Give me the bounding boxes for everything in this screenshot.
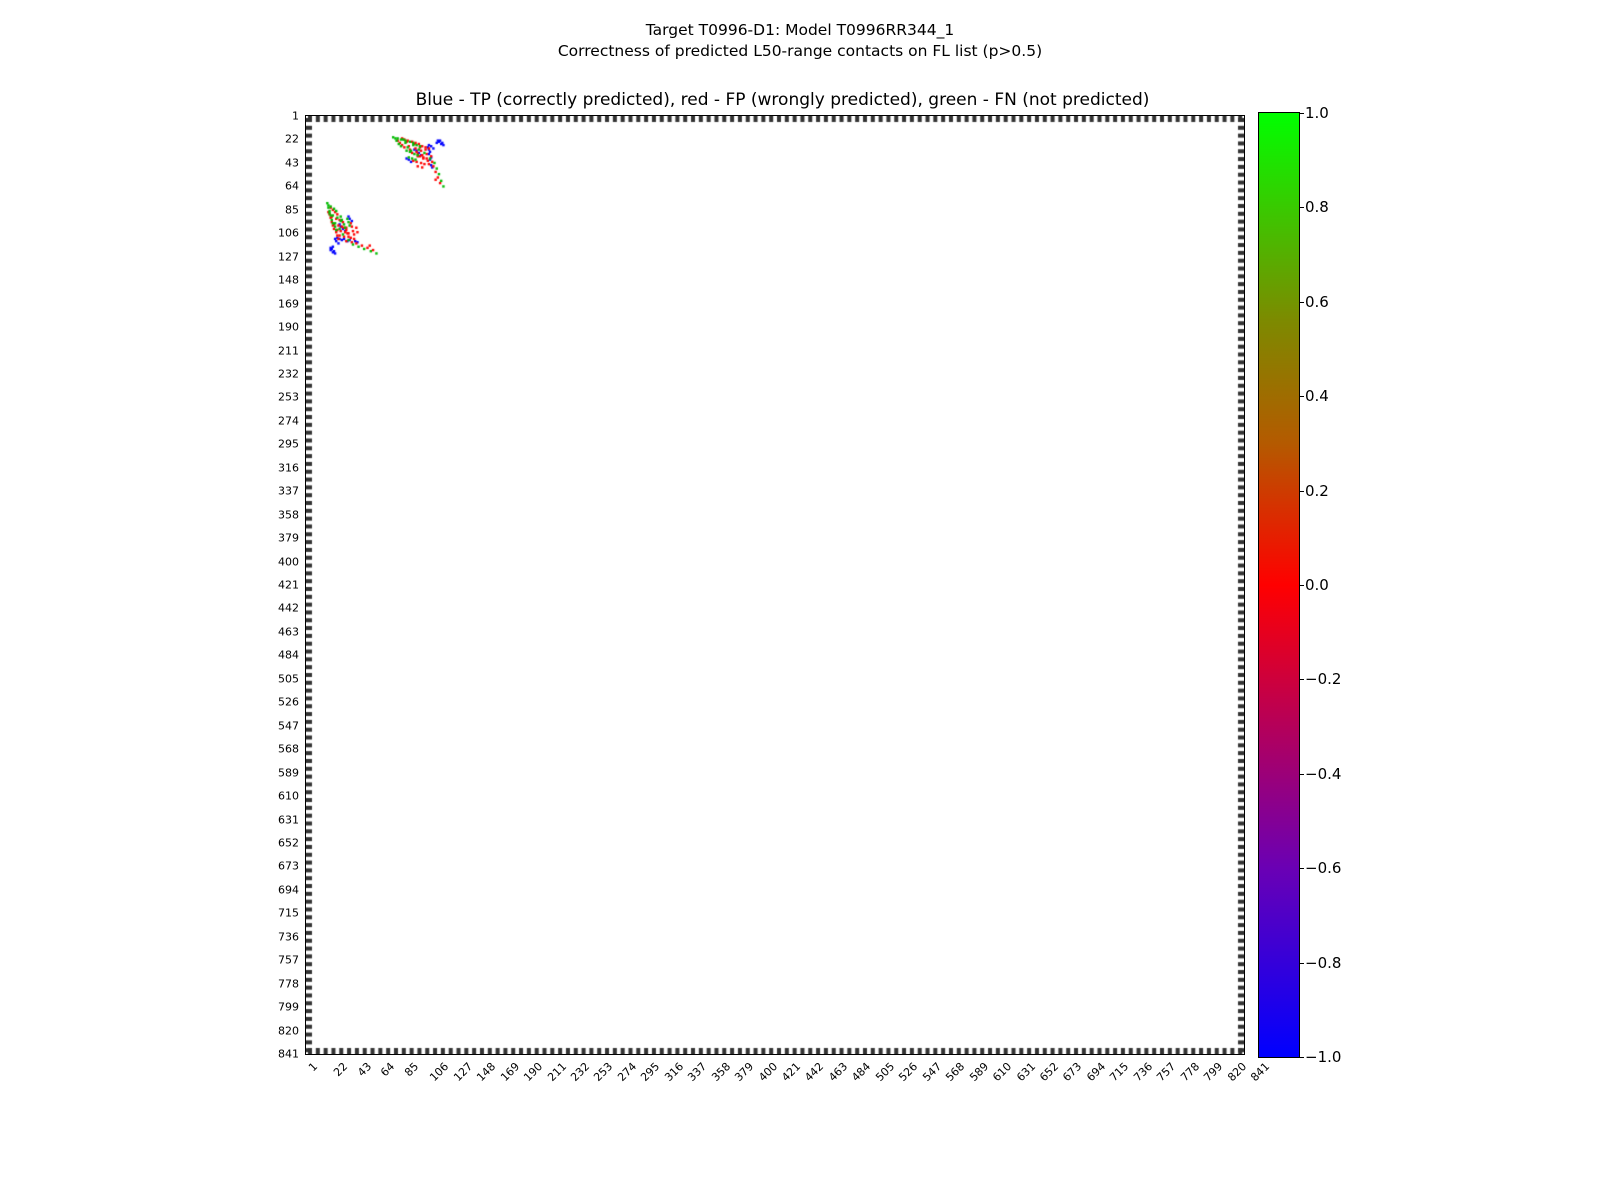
- contact-map-canvas: [306, 116, 1244, 1054]
- x-tick-label: 253: [591, 1060, 616, 1085]
- chart-title-line-1: Target T0996-D1: Model T0996RR344_1: [645, 21, 955, 39]
- y-tick-label: 127: [278, 250, 299, 264]
- y-tick-label: 169: [278, 297, 299, 311]
- x-tick-label: 757: [1154, 1060, 1179, 1085]
- y-tick-label: 379: [278, 531, 299, 545]
- x-tick-label: 127: [450, 1060, 475, 1085]
- y-axis-tick-labels: [255, 109, 299, 1061]
- x-tick-label: 673: [1060, 1060, 1085, 1085]
- y-tick-label: 211: [278, 344, 299, 357]
- colorbar-tick-label: −0.6: [1305, 859, 1342, 878]
- x-tick-label: 484: [849, 1060, 874, 1085]
- x-tick-label: 379: [732, 1060, 757, 1085]
- y-tick-label: 505: [278, 672, 299, 686]
- x-tick-label: 568: [943, 1060, 968, 1085]
- x-tick-label: 505: [872, 1060, 897, 1085]
- colorbar-tick-label: 0.8: [1305, 198, 1329, 217]
- y-tick-label: 820: [278, 1024, 299, 1038]
- y-tick-label: 589: [278, 766, 299, 780]
- colorbar-gradient: [1258, 112, 1300, 1058]
- colorbar-tick-labels: [1305, 104, 1365, 1066]
- colorbar-tick-label: 0.0: [1305, 576, 1329, 594]
- y-tick-label: 400: [278, 555, 299, 569]
- y-tick-label: 841: [278, 1047, 299, 1061]
- y-tick-label: 673: [278, 859, 299, 873]
- x-tick-label: 631: [1013, 1060, 1038, 1085]
- y-tick-label: 484: [278, 648, 299, 662]
- x-tick-label: 316: [661, 1060, 686, 1085]
- colorbar-tick-label: −0.8: [1305, 953, 1342, 972]
- x-tick-label: 442: [802, 1060, 827, 1085]
- x-tick-label: 232: [568, 1060, 593, 1085]
- x-tick-label: 190: [521, 1060, 546, 1085]
- colorbar-tick: [1300, 302, 1304, 303]
- colorbar-tick: [1300, 679, 1304, 680]
- x-tick-label: 400: [755, 1060, 780, 1085]
- x-tick-label: 799: [1201, 1060, 1226, 1085]
- x-tick-label: 547: [919, 1060, 944, 1085]
- colorbar-tick: [1300, 491, 1304, 492]
- colorbar-tick-label: −0.4: [1305, 764, 1342, 783]
- colorbar-tick: [1300, 963, 1304, 964]
- y-tick-label: 463: [278, 625, 299, 639]
- y-tick-label: 253: [278, 390, 299, 404]
- y-tick-label: 22: [285, 132, 299, 146]
- x-tick-label: 358: [708, 1060, 733, 1085]
- x-axis-tick-labels: [305, 1060, 1273, 1130]
- x-tick-label: 274: [614, 1060, 640, 1085]
- y-tick-label: 64: [285, 179, 299, 193]
- colorbar-tick-label: −0.2: [1305, 670, 1342, 689]
- y-tick-label: 190: [278, 320, 299, 334]
- x-tick-label: 421: [779, 1060, 804, 1085]
- x-tick-label: 841: [1248, 1060, 1273, 1085]
- y-tick-label: 43: [285, 156, 299, 170]
- y-tick-label: 610: [278, 789, 299, 803]
- y-tick-label: 295: [278, 437, 299, 451]
- y-tick-label: 1: [292, 109, 299, 123]
- x-tick-label: 148: [474, 1060, 499, 1085]
- y-tick-label: 631: [278, 813, 299, 826]
- x-tick-label: 820: [1224, 1060, 1249, 1085]
- x-tick-label: 295: [638, 1060, 663, 1085]
- y-tick-label: 232: [278, 367, 299, 381]
- colorbar-tick-label: −1.0: [1305, 1048, 1342, 1066]
- chart-title-block: [0, 20, 1600, 62]
- y-tick-label: 274: [278, 414, 299, 428]
- y-tick-label: 526: [278, 695, 299, 709]
- y-tick-label: 757: [278, 953, 299, 967]
- y-tick-label: 442: [278, 601, 299, 615]
- y-tick-label: 778: [278, 977, 299, 991]
- y-tick-label: 358: [278, 508, 299, 522]
- contact-map-plot-area: [305, 115, 1245, 1055]
- x-tick-label: 526: [896, 1060, 921, 1085]
- y-tick-label: 547: [278, 719, 299, 733]
- y-tick-label: 568: [278, 742, 299, 756]
- x-tick-label: 463: [826, 1060, 851, 1085]
- chart-title-line-2: Correctness of predicted L50-range contacts on FL list (p>0.5): [557, 42, 1043, 60]
- x-tick-label: 1: [306, 1060, 321, 1075]
- x-tick-label: 778: [1177, 1060, 1202, 1085]
- colorbar-tick: [1300, 585, 1304, 586]
- colorbar-tick: [1300, 207, 1304, 208]
- colorbar-tick: [1300, 1057, 1304, 1058]
- x-tick-label: 106: [427, 1060, 452, 1085]
- colorbar-tick: [1300, 113, 1304, 114]
- colorbar-tick-label: 0.6: [1305, 292, 1329, 311]
- x-tick-label: 22: [331, 1060, 351, 1080]
- x-tick-label: 211: [544, 1060, 569, 1085]
- y-tick-label: 316: [278, 461, 299, 475]
- y-tick-label: 148: [278, 273, 299, 287]
- colorbar-tick: [1300, 774, 1304, 775]
- y-tick-label: 799: [278, 1000, 299, 1014]
- x-tick-label: 85: [401, 1060, 421, 1080]
- y-tick-label: 337: [278, 484, 299, 498]
- x-tick-label: 43: [354, 1060, 375, 1080]
- y-tick-label: 85: [285, 203, 299, 217]
- colorbar-tick-label: 0.4: [1305, 387, 1329, 406]
- x-tick-label: 652: [1037, 1060, 1062, 1085]
- y-tick-label: 694: [278, 883, 299, 897]
- y-tick-label: 652: [278, 836, 299, 850]
- x-tick-label: 715: [1107, 1060, 1132, 1085]
- colorbar-tick-label: 1.0: [1305, 104, 1329, 122]
- x-tick-label: 694: [1083, 1060, 1109, 1085]
- y-tick-label: 106: [278, 226, 299, 240]
- colorbar-tick: [1300, 396, 1304, 397]
- x-tick-label: 169: [497, 1060, 522, 1085]
- y-tick-label: 736: [278, 930, 299, 944]
- x-tick-label: 337: [685, 1060, 710, 1085]
- colorbar-tick-label: 0.2: [1305, 481, 1329, 500]
- colorbar-tick: [1300, 868, 1304, 869]
- y-tick-label: 421: [278, 578, 299, 592]
- x-tick-label: 64: [378, 1060, 398, 1080]
- x-tick-label: 736: [1130, 1060, 1155, 1085]
- chart-legend-caption: Blue - TP (correctly predicted), red - FP (wrongly predicted), green - FN (not predicted): [415, 90, 1150, 110]
- x-tick-label: 589: [966, 1060, 991, 1085]
- y-tick-label: 715: [278, 906, 299, 920]
- x-tick-label: 610: [990, 1060, 1015, 1085]
